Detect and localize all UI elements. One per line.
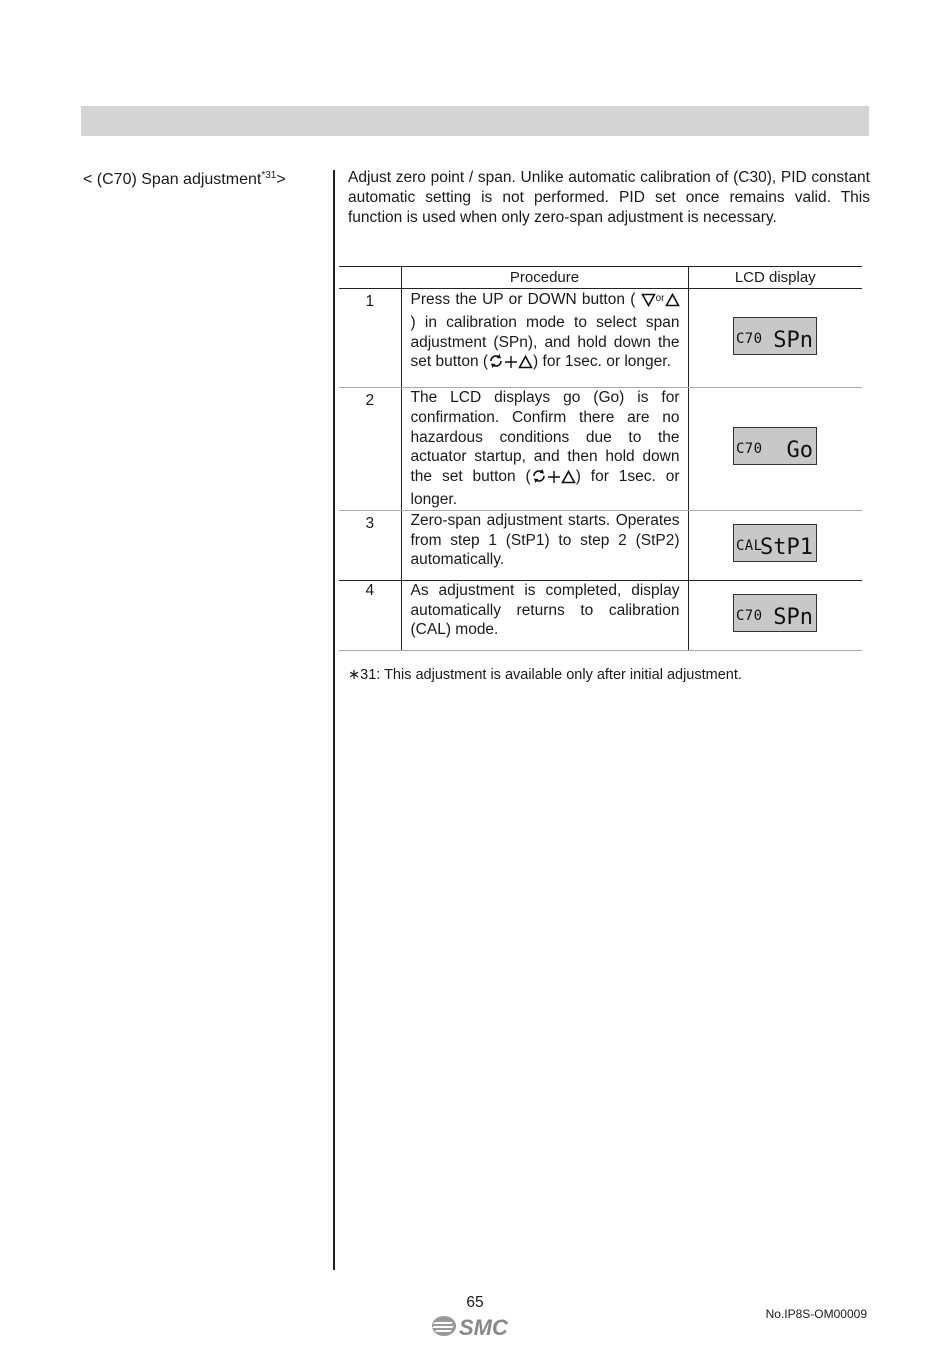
lcd-sub-text: C70 xyxy=(736,607,763,624)
smc-logo xyxy=(431,1313,511,1344)
lcd-sub-text: C70 xyxy=(736,330,763,347)
table-row xyxy=(339,388,862,511)
step-text: Press the UP or DOWN button ( or ) in calibration mode to select span adjustment (SPn), and hold down the set button ( ) for 1sec. or longer. xyxy=(401,289,688,388)
step-number: 3 xyxy=(339,510,401,580)
header-band xyxy=(81,106,869,136)
lcd-display-c70-spn xyxy=(733,594,817,632)
step-number: 1 xyxy=(339,289,401,388)
lcd-display-c70-go xyxy=(733,427,817,465)
step-text: The LCD displays go (Go) is for confirmation. Confirm there are no hazardous conditions due to the actuator startup, and then hold down the set button ( ) for 1sec. or longer. xyxy=(401,388,688,511)
svg-text:SMC: SMC xyxy=(459,1315,508,1339)
up-triangle-icon xyxy=(561,470,576,490)
lcd-sub-text: C70 xyxy=(736,441,763,458)
table-row xyxy=(339,510,862,580)
lcd-display-cell xyxy=(688,388,862,511)
vertical-divider xyxy=(333,170,335,1270)
lcd-display-cell xyxy=(688,580,862,650)
lcd-display-cell xyxy=(688,289,862,388)
table-header-row xyxy=(339,267,862,289)
step-text: Zero-span adjustment starts. Operates from step 1 (StP1) to step 2 (StP2) automatically. xyxy=(401,510,688,580)
up-triangle-icon xyxy=(665,293,680,313)
lcd-display-cell xyxy=(688,510,862,580)
step-number: 2 xyxy=(339,388,401,511)
set-button-icon xyxy=(531,468,547,490)
footnote-ref: *31 xyxy=(261,170,277,181)
set-button-icon xyxy=(488,353,504,375)
document-number: No.IP8S-OM00009 xyxy=(765,1307,867,1321)
lcd-sub-text: CAL xyxy=(736,537,763,554)
section-title: < (C70) Span adjustment$^{*31}$> xyxy=(83,170,286,188)
lcd-main-text: Go xyxy=(786,438,814,464)
plus-icon xyxy=(547,470,561,490)
up-triangle-icon xyxy=(518,355,533,375)
header-lcd-display: LCD display xyxy=(688,267,862,289)
lcd-display-c70-spn xyxy=(733,317,817,355)
plus-icon xyxy=(504,355,518,375)
lcd-display-cal-stp1 xyxy=(733,524,817,562)
footnote: ∗31: This adjustment is available only after initial adjustment. xyxy=(348,667,742,683)
table-row xyxy=(339,580,862,650)
step-text: As adjustment is completed, display automatically returns to calibration (CAL) mode. xyxy=(401,580,688,650)
table-row xyxy=(339,289,862,388)
step-number: 4 xyxy=(339,580,401,650)
header-step xyxy=(339,267,401,289)
lcd-main-text: SPn xyxy=(773,604,814,630)
lcd-main-text: StP1 xyxy=(760,534,814,560)
page-number: 65 xyxy=(466,1294,484,1311)
procedure-table xyxy=(339,266,862,651)
intro-paragraph: Adjust zero point / span. Unlike automatic calibration of (C30), PID constant automatic setting is not performed. PID set once remains valid. This function is used when only zero-span adjustment is necessary. xyxy=(348,169,870,226)
down-triangle-icon xyxy=(641,293,656,313)
or-label: or xyxy=(655,293,665,304)
header-procedure: Procedure xyxy=(401,267,688,289)
lcd-main-text: SPn xyxy=(773,327,814,353)
